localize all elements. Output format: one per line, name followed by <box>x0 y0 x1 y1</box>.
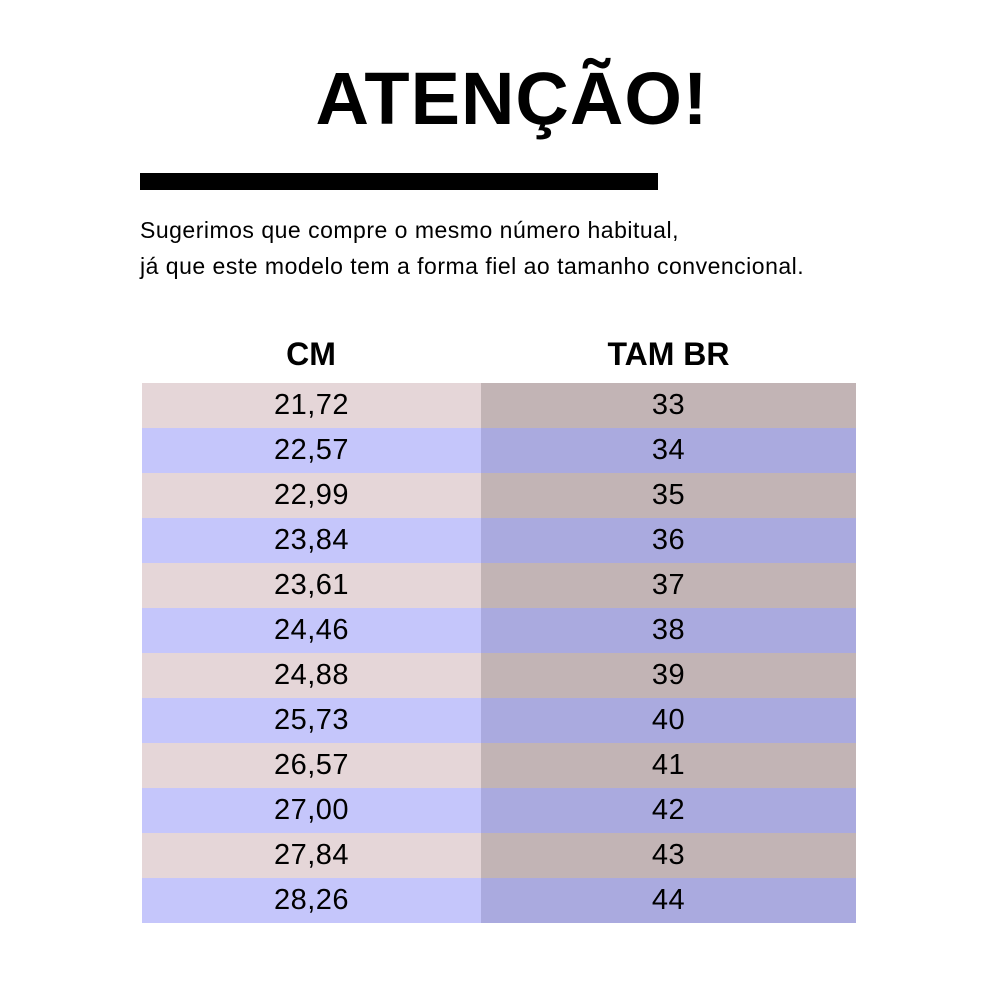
size-table <box>142 383 856 923</box>
cm-cell: 27,00 <box>142 788 481 833</box>
sizing-note-line-1: Sugerimos que compre o mesmo número habitual, <box>140 217 679 243</box>
tam-br-cell: 38 <box>481 608 856 653</box>
cm-cell: 24,88 <box>142 653 481 698</box>
table-row <box>142 653 856 698</box>
table-row <box>142 698 856 743</box>
table-row <box>142 608 856 653</box>
cm-cell: 26,57 <box>142 743 481 788</box>
tam-br-cell: 33 <box>481 383 856 428</box>
cm-cell: 23,61 <box>142 563 481 608</box>
cm-cell: 25,73 <box>142 698 481 743</box>
tam-br-cell: 41 <box>481 743 856 788</box>
cm-cell: 21,72 <box>142 383 481 428</box>
tam-br-cell: 44 <box>481 878 856 923</box>
table-row <box>142 383 856 428</box>
table-row <box>142 518 856 563</box>
sizing-note-line-2: já que este modelo tem a forma fiel ao tamanho convencional. <box>140 253 805 279</box>
tam-br-cell: 35 <box>481 473 856 518</box>
cm-cell: 22,57 <box>142 428 481 473</box>
sizing-note <box>140 212 900 284</box>
tam-br-cell: 37 <box>481 563 856 608</box>
table-row <box>142 563 856 608</box>
title-divider <box>140 173 658 190</box>
tam-br-cell: 42 <box>481 788 856 833</box>
column-header-tam-br: TAM BR <box>607 336 730 372</box>
cm-cell: 27,84 <box>142 833 481 878</box>
tam-br-cell: 40 <box>481 698 856 743</box>
table-row <box>142 833 856 878</box>
tam-br-cell: 34 <box>481 428 856 473</box>
cm-cell: 28,26 <box>142 878 481 923</box>
tam-br-cell: 39 <box>481 653 856 698</box>
table-row <box>142 878 856 923</box>
table-row <box>142 428 856 473</box>
table-row <box>142 788 856 833</box>
table-row <box>142 743 856 788</box>
tam-br-cell: 36 <box>481 518 856 563</box>
tam-br-cell: 43 <box>481 833 856 878</box>
cm-cell: 23,84 <box>142 518 481 563</box>
cm-cell: 24,46 <box>142 608 481 653</box>
table-row <box>142 473 856 518</box>
page-title: ATENÇÃO! <box>315 57 709 140</box>
cm-cell: 22,99 <box>142 473 481 518</box>
column-header-cm: CM <box>286 336 336 372</box>
